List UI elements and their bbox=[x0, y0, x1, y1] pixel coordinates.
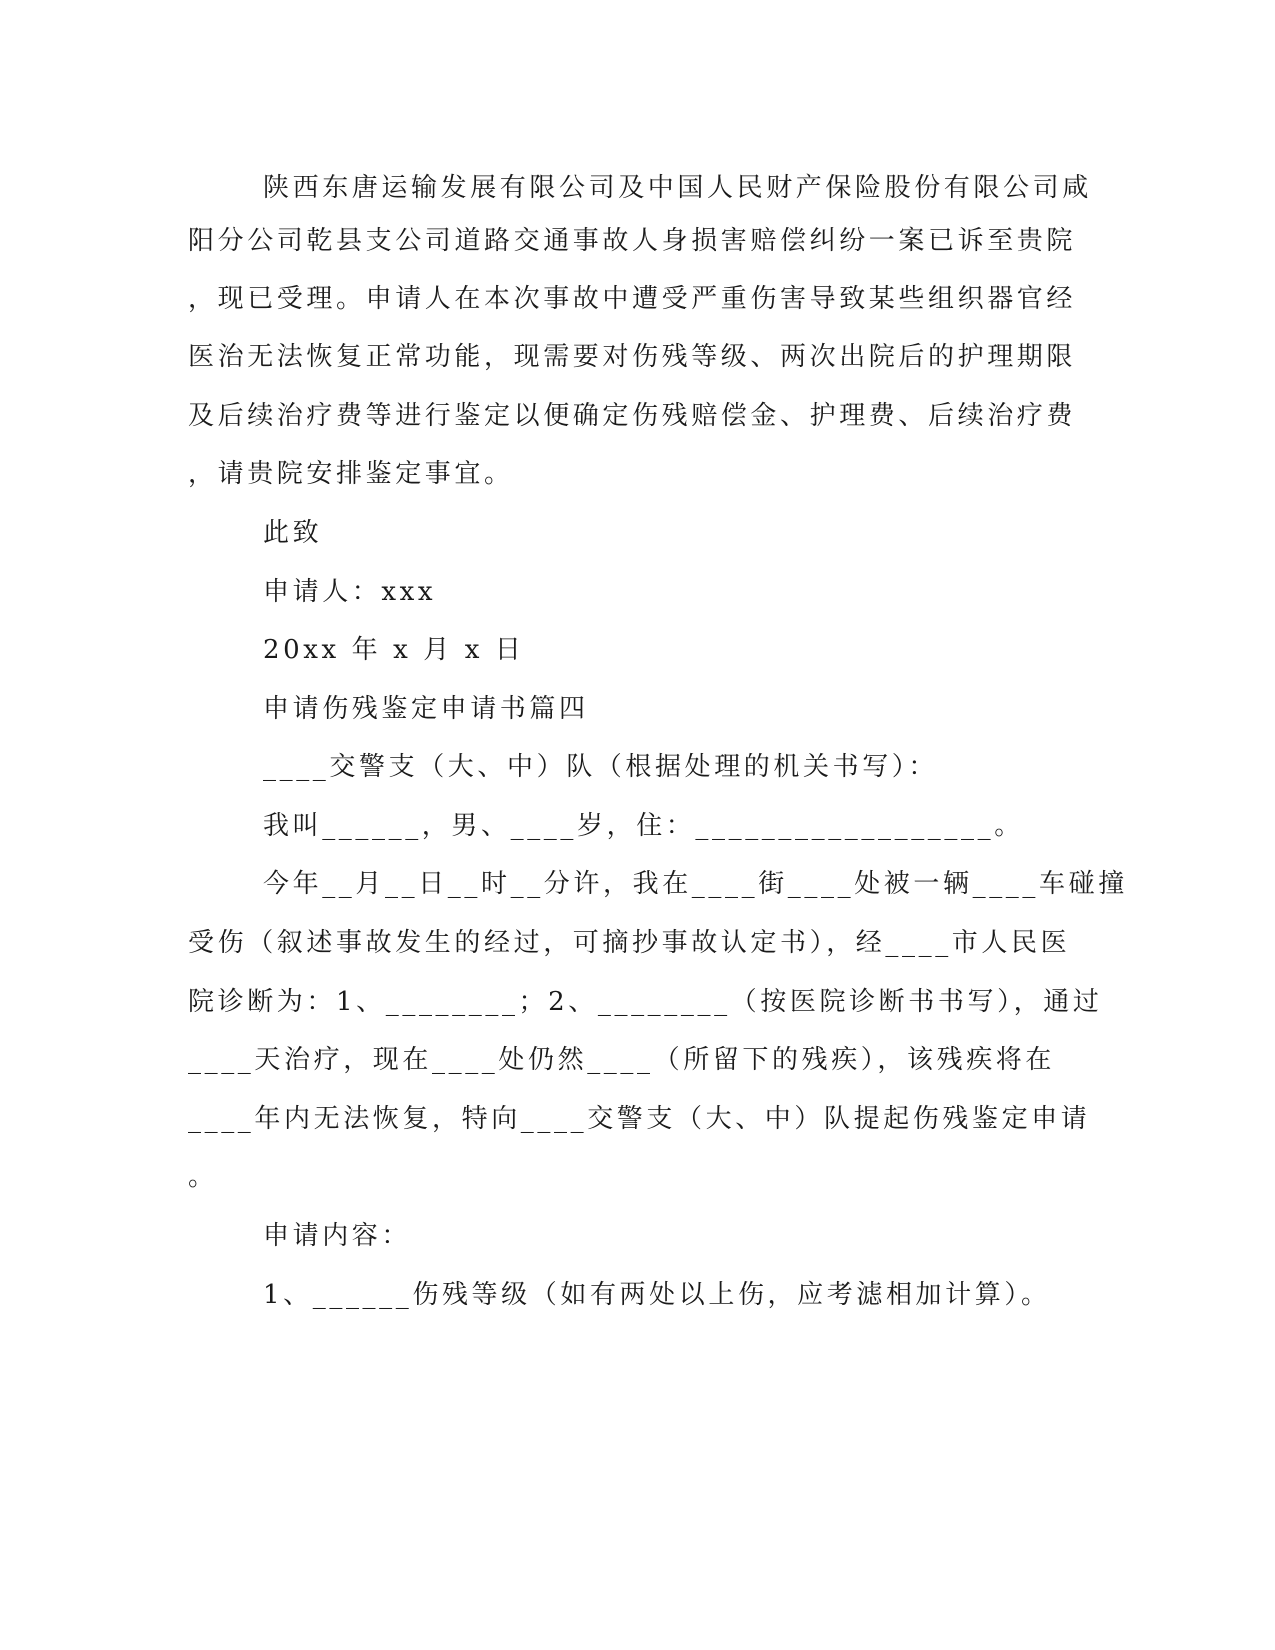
paragraph-line: ____年内无法恢复，特向____交警支（大、中）队提起伤残鉴定申请 bbox=[188, 1104, 1091, 1134]
paragraph-line: 医治无法恢复正常功能，现需要对伤残等级、两次出院后的护理期限 bbox=[188, 342, 1077, 372]
section-heading: 申请内容： bbox=[263, 1221, 412, 1251]
paragraph-line: 。 bbox=[188, 1162, 218, 1192]
paragraph-line: 今年__月__日__时__分许，我在____街____处被一辆____车碰撞 bbox=[263, 869, 1128, 899]
paragraph-line: 我叫______，男、____岁，住：__________________。 bbox=[263, 811, 1024, 841]
paragraph-line: 及后续治疗费等进行鉴定以便确定伤残赔偿金、护理费、后续治疗费 bbox=[188, 401, 1077, 431]
addressee-line: ____交警支（大、中）队（根据处理的机关书写）： bbox=[263, 752, 939, 782]
paragraph-line: ，现已受理。申请人在本次事故中遭受严重伤害导致某些组织器官经 bbox=[188, 284, 1077, 314]
paragraph-line: 受伤（叙述事故发生的经过，可摘抄事故认定书），经____市人民医 bbox=[188, 928, 1071, 958]
section-title: 申请伤残鉴定申请书篇四 bbox=[263, 694, 589, 724]
paragraph-line: 陕西东唐运输发展有限公司及中国人民财产保险股份有限公司咸 bbox=[263, 173, 1092, 203]
list-item: 1、______伤残等级（如有两处以上伤，应考滤相加计算）。 bbox=[263, 1280, 1051, 1310]
closing-salutation: 此致 bbox=[263, 518, 323, 548]
paragraph-line: ____天治疗，现在____处仍然____（所留下的残疾），该残疾将在 bbox=[188, 1045, 1056, 1075]
paragraph-line: 阳分公司乾县支公司道路交通事故人身损害赔偿纠纷一案已诉至贵院 bbox=[188, 226, 1077, 256]
date-line: 20xx 年 x 月 x 日 bbox=[263, 635, 525, 665]
applicant-signature: 申请人：xxx bbox=[263, 577, 437, 607]
paragraph-line: 院诊断为：1、________；2、________（按医院诊断书书写），通过 bbox=[188, 987, 1103, 1017]
paragraph-line: ，请贵院安排鉴定事宜。 bbox=[188, 459, 514, 489]
